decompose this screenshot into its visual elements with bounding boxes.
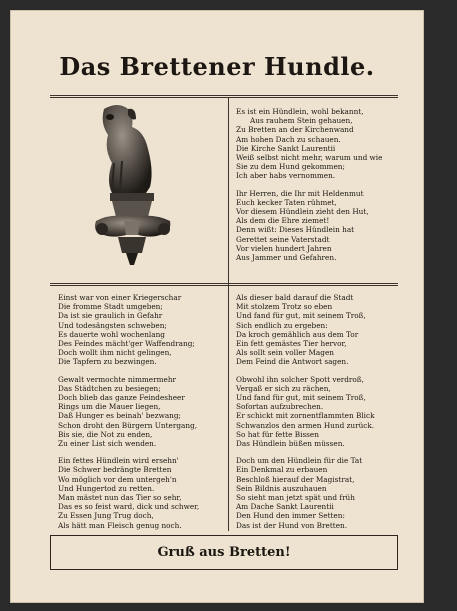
verse-line: Euch kecker Taten rühmet,	[236, 197, 337, 207]
stanza	[236, 375, 375, 449]
verse-line: Ein fett gemästes Tier hervor,	[236, 339, 347, 349]
verse-line: Als hätt man Fleisch genug noch.	[58, 520, 182, 530]
verse-line: Vor vielen hundert Jahren	[236, 243, 332, 253]
dog-statue-image	[88, 101, 178, 271]
verse-line: Als sollt sein voller Magen	[236, 348, 334, 358]
verse-line: Doch blieb das ganze Feindesheer	[58, 393, 185, 403]
verse-line: Bis sie, die Not zu enden,	[58, 429, 153, 439]
verse-line: Zu Bretten an der Kirchenwand	[236, 125, 354, 135]
verse-line: Das Städtchen zu besiegen;	[58, 383, 161, 393]
verse-line: Sein Bildnis auszuhauen	[236, 483, 327, 493]
top-rule	[50, 95, 398, 98]
verse-line: Er schickt mit zornentflammten Blick	[236, 411, 375, 421]
verse-line: Aus Jammer und Gefahren.	[236, 253, 337, 263]
poem-frame	[50, 85, 398, 531]
verse-line: Man mästet nun das Tier so sehr,	[58, 493, 182, 503]
verse-line: Vor diesem Hündlein zieht den Hut,	[236, 207, 369, 217]
verse-line: Ihr Herren, die Ihr mit Heldenmut	[236, 188, 364, 198]
verse-line: Ein fettes Hündlein wird ersehn'	[58, 456, 179, 466]
verse-line: Am hohen Dach zu schauen.	[236, 134, 341, 144]
column-divider	[228, 97, 229, 531]
verse-line: Die Tapfern zu bezwingen.	[58, 357, 157, 367]
verse-line: Die Schwer bedrängte Bretten	[58, 465, 172, 475]
verse-line: So hat für fette Bissen	[236, 429, 319, 439]
verse-line: Zu einer List sich wenden.	[58, 439, 157, 449]
verse-line: Ich aber habs vernommen.	[236, 171, 336, 181]
verse-line: Weiß selbst nicht mehr, warum und wie	[236, 153, 383, 163]
poem-top-right	[236, 107, 382, 270]
middle-rule	[50, 283, 398, 286]
verse-line: Das Hündlein büßen müssen.	[236, 439, 345, 449]
verse-line: Es ist ein Hündlein, wohl bekannt,	[236, 107, 364, 116]
page-title: Das Brettener Hundle.	[59, 52, 375, 81]
verse-line: Als dem die Ehre ziemet!	[236, 216, 330, 226]
verse-line: Dem Feind die Antwort sagen.	[236, 357, 349, 367]
verse-line: Es dauerte wohl wochenlang	[58, 329, 165, 339]
verse-line: Da kroch gemählich aus dem Tor	[236, 329, 359, 339]
verse-line: Sie zu dem Hund gekommen;	[236, 162, 345, 172]
verse-line: Daß Hunger es beinah' bezwang;	[58, 411, 181, 421]
verse-line: Den Hund den immer Setten:	[236, 511, 345, 521]
poem-bottom-left	[58, 293, 199, 538]
verse-line: Die fromme Stadt umgeben;	[58, 302, 163, 312]
verse-line: Beschloß hierauf der Magistrat,	[236, 474, 355, 484]
verse-line: Die Kirche Sankt Laurentii	[236, 143, 336, 153]
verse-line: Rings um die Mauer liegen,	[58, 402, 161, 412]
verse-line: Sofortan aufzubrechen.	[236, 402, 324, 412]
verse-line: Doch wollt ihm nicht gelingen,	[58, 348, 172, 358]
greeting-banner: Gruß aus Bretten!	[50, 535, 398, 570]
verse-line: Gewalt vermochte nimmermehr	[58, 374, 177, 384]
stanza	[236, 189, 382, 263]
verse-line: Ein Denkmal zu erbauen	[236, 465, 328, 475]
verse-line: Und fand für gut, mit seinem Troß,	[236, 311, 366, 321]
verse-line: Zu Essen Jung Trug doch,	[58, 511, 154, 521]
verse-line: Als dieser bald darauf die Stadt	[236, 293, 354, 302]
poem-bottom-right	[236, 293, 375, 538]
verse-line: Wo möglich vor dem untergeh'n	[58, 474, 177, 484]
verse-line: Das ist der Hund von Bretten.	[236, 520, 348, 530]
verse-line: Und fand für gut, mit seinem Troß,	[236, 393, 366, 403]
verse-line: Obwohl ihn solcher Spott verdroß,	[236, 374, 365, 384]
verse-line: Und todesängsten schweben;	[58, 320, 167, 330]
verse-line: Und Hungertod zu retten.	[58, 483, 155, 493]
verse-line: So sieht man jetzt spät und früh	[236, 493, 355, 503]
verse-line: Schwanzlos den armen Hund zurück.	[236, 420, 375, 430]
verse-line: Am Dache Sankt Laurentii	[236, 502, 334, 512]
verse-line: Das es so feist ward, dick und schwer,	[58, 502, 200, 512]
verse-line: Einst war von einer Kriegerschar	[58, 293, 182, 302]
verse-line: Sich endlich zu ergeben:	[236, 320, 328, 330]
stanza	[58, 456, 199, 530]
verse-line: Vergaß er sich zu rächen,	[236, 383, 331, 393]
verse-line: Denn wißt: Dieses Hündlein hat	[236, 225, 355, 235]
postcard	[10, 10, 424, 603]
verse-line: Schon droht den Bürgern Untergang,	[58, 420, 198, 430]
verse-line: Des Feindes mächt'ger Waffendrang;	[58, 339, 195, 349]
verse-line: Da ist sie graulich in Gefahr	[58, 311, 163, 321]
verse-line: Aus rauhem Stein gehauen,	[250, 116, 353, 126]
verse-line: Mit stolzem Trotz so eben	[236, 302, 333, 312]
stanza	[58, 375, 199, 449]
stanza	[236, 107, 382, 181]
stanza	[236, 456, 375, 530]
verse-line: Doch um den Hündlein für die Tat	[236, 456, 363, 466]
stanza	[58, 293, 199, 367]
verse-line: Gerettet seine Vaterstadt	[236, 234, 330, 244]
stanza	[236, 293, 375, 367]
